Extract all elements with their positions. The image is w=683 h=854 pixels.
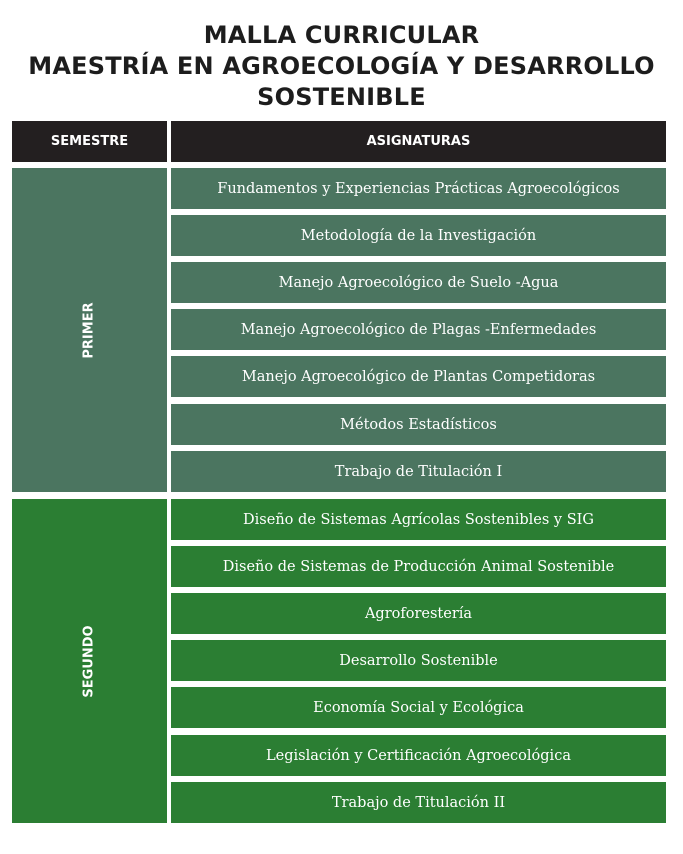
semester-label: PRIMER xyxy=(81,301,97,359)
subject-row: Trabajo de Titulación I xyxy=(171,451,666,492)
subject-row: Fundamentos y Experiencias Prácticas Agroecológicos xyxy=(171,168,666,209)
title-line-1: MALLA CURRICULAR xyxy=(203,21,480,49)
subject-row: Manejo Agroecológico de Plagas -Enfermedades xyxy=(171,309,666,350)
subject-row: Diseño de Sistemas Agrícolas Sostenibles y SIG xyxy=(171,499,666,540)
subject-row: Trabajo de Titulación II xyxy=(171,782,666,823)
subject-row: Manejo Agroecológico de Suelo -Agua xyxy=(171,262,666,303)
subject-row: Legislación y Certificación Agroecológica xyxy=(171,735,666,776)
subject-row: Manejo Agroecológico de Plantas Competidoras xyxy=(171,356,666,397)
subject-row: Economía Social y Ecológica xyxy=(171,687,666,728)
subject-row: Metodología de la Investigación xyxy=(171,215,666,256)
page-title xyxy=(0,20,683,113)
semester-cell-primer xyxy=(12,168,167,492)
subject-row: Diseño de Sistemas de Producción Animal Sostenible xyxy=(171,546,666,587)
title-line-2: MAESTRÍA EN AGROECOLOGÍA Y DESARROLLO xyxy=(28,52,655,80)
header-asignaturas: ASIGNATURAS xyxy=(171,121,666,162)
header-semestre: SEMESTRE xyxy=(12,121,167,162)
title-line-3: SOSTENIBLE xyxy=(257,83,426,111)
semester-label: SEGUNDO xyxy=(81,624,97,698)
subject-row: Desarrollo Sostenible xyxy=(171,640,666,681)
semester-cell-segundo xyxy=(12,499,167,823)
subject-row: Agroforestería xyxy=(171,593,666,634)
subject-row: Métodos Estadísticos xyxy=(171,404,666,445)
